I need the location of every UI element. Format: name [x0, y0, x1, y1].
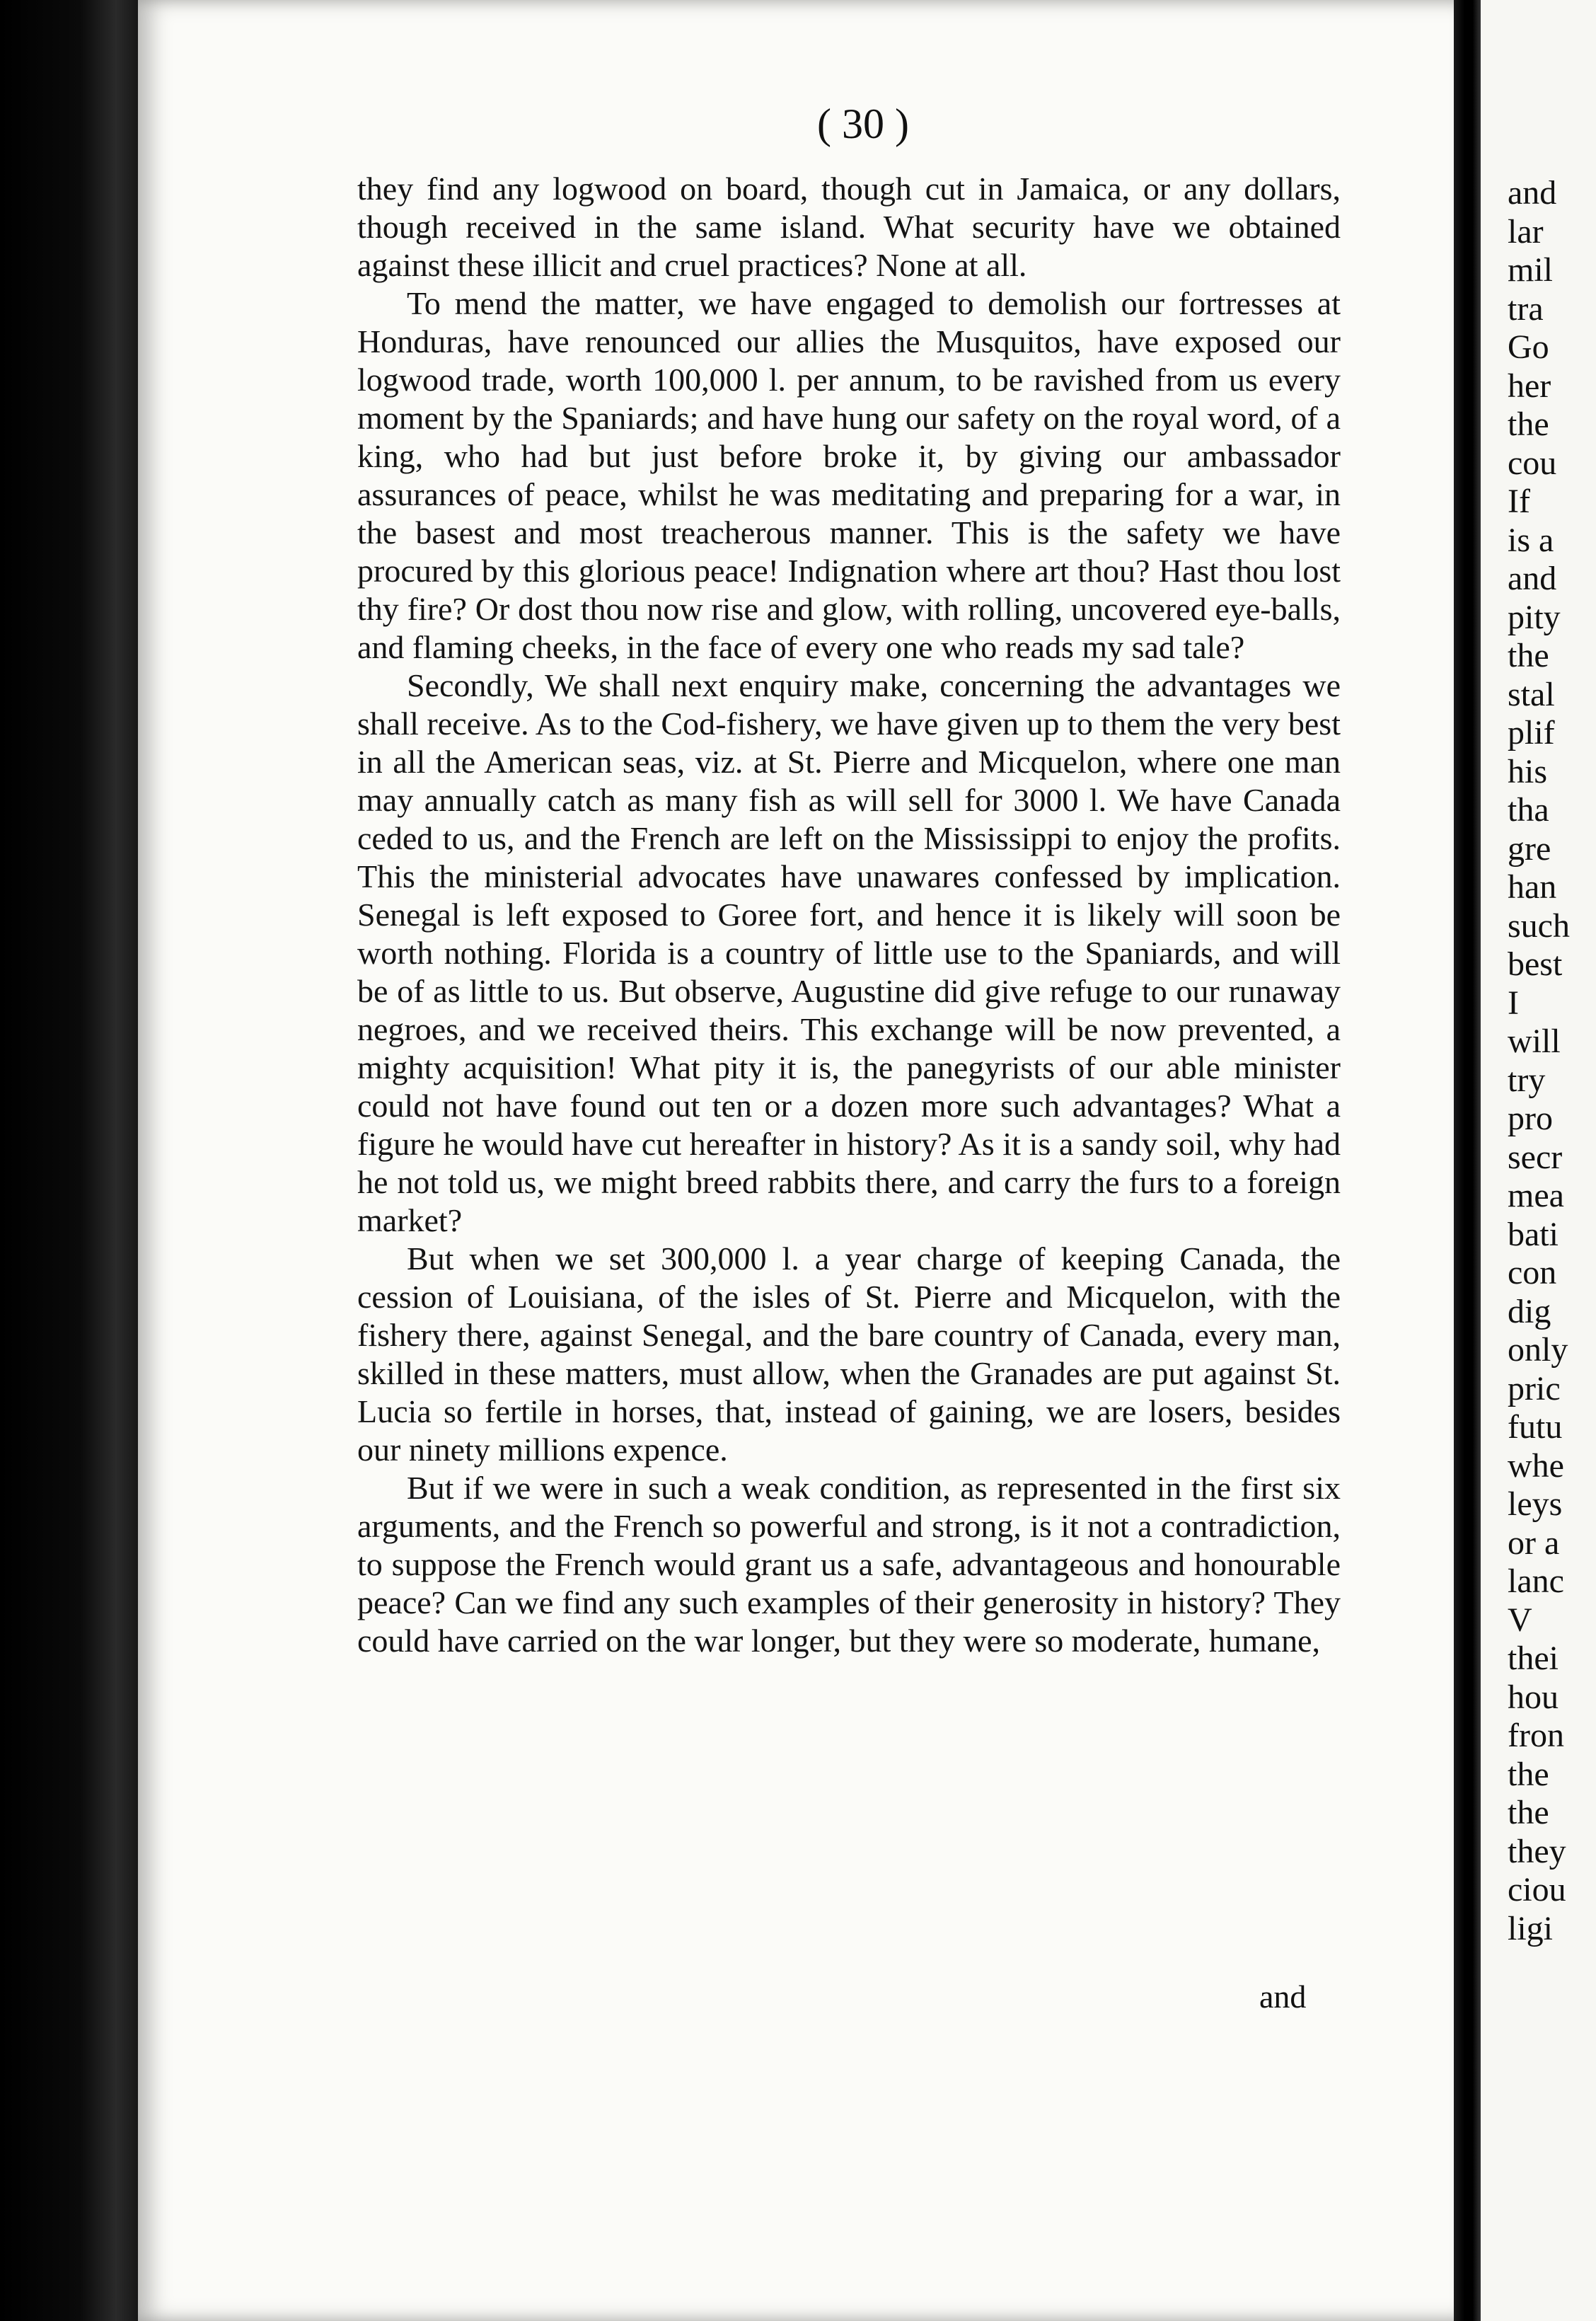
facing-page-fragment-line: whe	[1508, 1446, 1564, 1485]
facing-page-fragment-line: they	[1508, 1832, 1566, 1870]
paragraph-3: Secondly, We shall next enquiry make, concerning the advantages we shall receive. As to the Cod-fishery, we have given up to them the very best in all the American seas, viz. at St. Pierre and Micquelon, where one man may annually catch as many fish as will sell for 3000 l. We have Canada ceded to us, and the French are left on the Mississippi to enjoy the profits. This the ministerial advocates have unawares confessed by implication. Senegal is left exposed to Goree fort, and hence it is likely will soon be worth nothing. Florida is a country of little use to the Spaniards, and will be of as little to us. But observe, Augustine did give refuge to our runaway negroes, and we received theirs. This exchange will be now prevented, a mighty acquisition! What pity it is, the panegyrists of our able minister could not have found out ten or a dozen more such advantages? What a figure he would have cut hereafter in history? As it is a sandy soil, why had he not told us, we might breed rabbits there, and carry the furs to a foreign market?	[357, 667, 1341, 1238]
body-text	[357, 170, 1341, 1660]
facing-page-fragment-line: lanc	[1508, 1562, 1564, 1600]
facing-page-fragment-line: secr	[1508, 1138, 1563, 1176]
facing-page-fragment-line: plif	[1508, 714, 1555, 751]
facing-page-fragment-line: pity	[1508, 598, 1561, 636]
facing-page-fragment-line: and	[1508, 174, 1557, 212]
facing-page-fragment-line: mil	[1508, 251, 1554, 289]
facing-page-fragment-line: I	[1508, 984, 1519, 1022]
facing-page-fragment-line: bati	[1508, 1215, 1559, 1253]
facing-page-fragment-line: and	[1508, 560, 1557, 597]
facing-page-fragment-line: tha	[1508, 791, 1549, 829]
facing-page-fragment-line: such	[1508, 906, 1570, 945]
paragraph-1: they find any logwood on board, though cut in Jamaica, or any dollars, though received in the same island. What security have we obtained against these illicit and cruel practices? None at all.	[357, 171, 1341, 283]
facing-page-fragment-line: thei	[1508, 1640, 1559, 1677]
facing-page-fragment-line: the	[1508, 637, 1549, 674]
facing-page-fragment-line: the	[1508, 1794, 1549, 1831]
facing-page-fragment-line: will	[1508, 1023, 1561, 1060]
page-number: ( 30 )	[817, 100, 909, 147]
facing-page-fragment-line: his	[1508, 752, 1548, 790]
facing-page-fragment-line: try	[1508, 1061, 1546, 1099]
facing-page-fragment-line: cou	[1508, 444, 1557, 482]
facing-page-fragment	[1481, 0, 1596, 2321]
facing-page-fragment-line: pric	[1508, 1369, 1561, 1407]
facing-page-fragment-line: the	[1508, 1755, 1549, 1793]
paragraph-4: But when we set 300,000 l. a year charge of keeping Canada, the cession of Louisiana, of the isles of St. Pierre and Micquelon, with the fishery there, against Senegal, and the bare country of Canada, every man, skilled in these matters, must allow, when the Granades are put against St. Lucia so fertile in horses, that, instead of gaining, we are losers, besides our ninety millions expence.	[357, 1240, 1341, 1468]
facing-page-fragment-line: her	[1508, 367, 1551, 405]
facing-page-fragment-line: or a	[1508, 1524, 1560, 1562]
facing-page-fragment-line: mea	[1508, 1177, 1564, 1214]
paragraph-2: To mend the matter, we have engaged to demolish our fortresses at Honduras, have renounced our allies the Musquitos, have exposed our logwood trade, worth 100,000 l. per annum, to be ravished from us every moment by the Spaniards; and have hung our safety on the royal word, of a king, who had but just before broke it, by giving our ambassador assurances of peace, whilst he was meditating and preparing for a war, in the basest and most treacherous manner. This is the safety we have procured by this glorious peace! Indignation where art thou? Hast thou lost thy fire? Or dost thou now rise and glow, with rolling, uncovered eye-balls, and flaming cheeks, in the face of every one who reads my sad tale?	[357, 285, 1341, 665]
facing-page-fragment-line: the	[1508, 405, 1549, 443]
catchword: and	[1259, 1979, 1307, 2015]
facing-page-fragment-line: ligi	[1508, 1909, 1554, 1947]
facing-page-fragment-line: hou	[1508, 1678, 1559, 1716]
facing-page-fragment-line: dig	[1508, 1292, 1551, 1330]
facing-page-fragment-line: con	[1508, 1254, 1557, 1291]
facing-page-fragment-line: is a	[1508, 521, 1554, 559]
facing-page-fragment-line: pro	[1508, 1100, 1553, 1137]
facing-page-fragment-line: tra	[1508, 289, 1544, 328]
paragraph-5: But if we were in such a weak condition, as represented in the first six arguments, and the French so powerful and strong, is it not a contradiction, to suppose the French would grant us a safe, advantageous and honourable peace? Can we find any such examples of their generosity in history? They could have carried on the war longer, but they were so moderate, humane,	[357, 1470, 1341, 1659]
facing-page-fragment-line: best	[1508, 945, 1563, 983]
facing-page-fragment-line: futu	[1508, 1408, 1563, 1446]
facing-page-fragment-line: Go	[1508, 328, 1549, 366]
page-gutter	[1454, 0, 1481, 2321]
facing-page-fragment-line: fron	[1508, 1717, 1564, 1754]
facing-page-fragment-line: ciou	[1508, 1871, 1566, 1908]
book-binding-edge	[0, 0, 145, 2321]
facing-page-fragment-line: han	[1508, 868, 1557, 906]
facing-page-fragment-line: only	[1508, 1331, 1568, 1369]
facing-page-fragment-line: stal	[1508, 675, 1555, 713]
facing-page-fragment-line: gre	[1508, 829, 1551, 868]
facing-page-fragment-line: V	[1508, 1601, 1532, 1639]
facing-page-fragment-line: leys	[1508, 1485, 1563, 1523]
facing-page-fragment-line: lar	[1508, 212, 1544, 250]
facing-page-fragment-line: If	[1508, 483, 1530, 520]
